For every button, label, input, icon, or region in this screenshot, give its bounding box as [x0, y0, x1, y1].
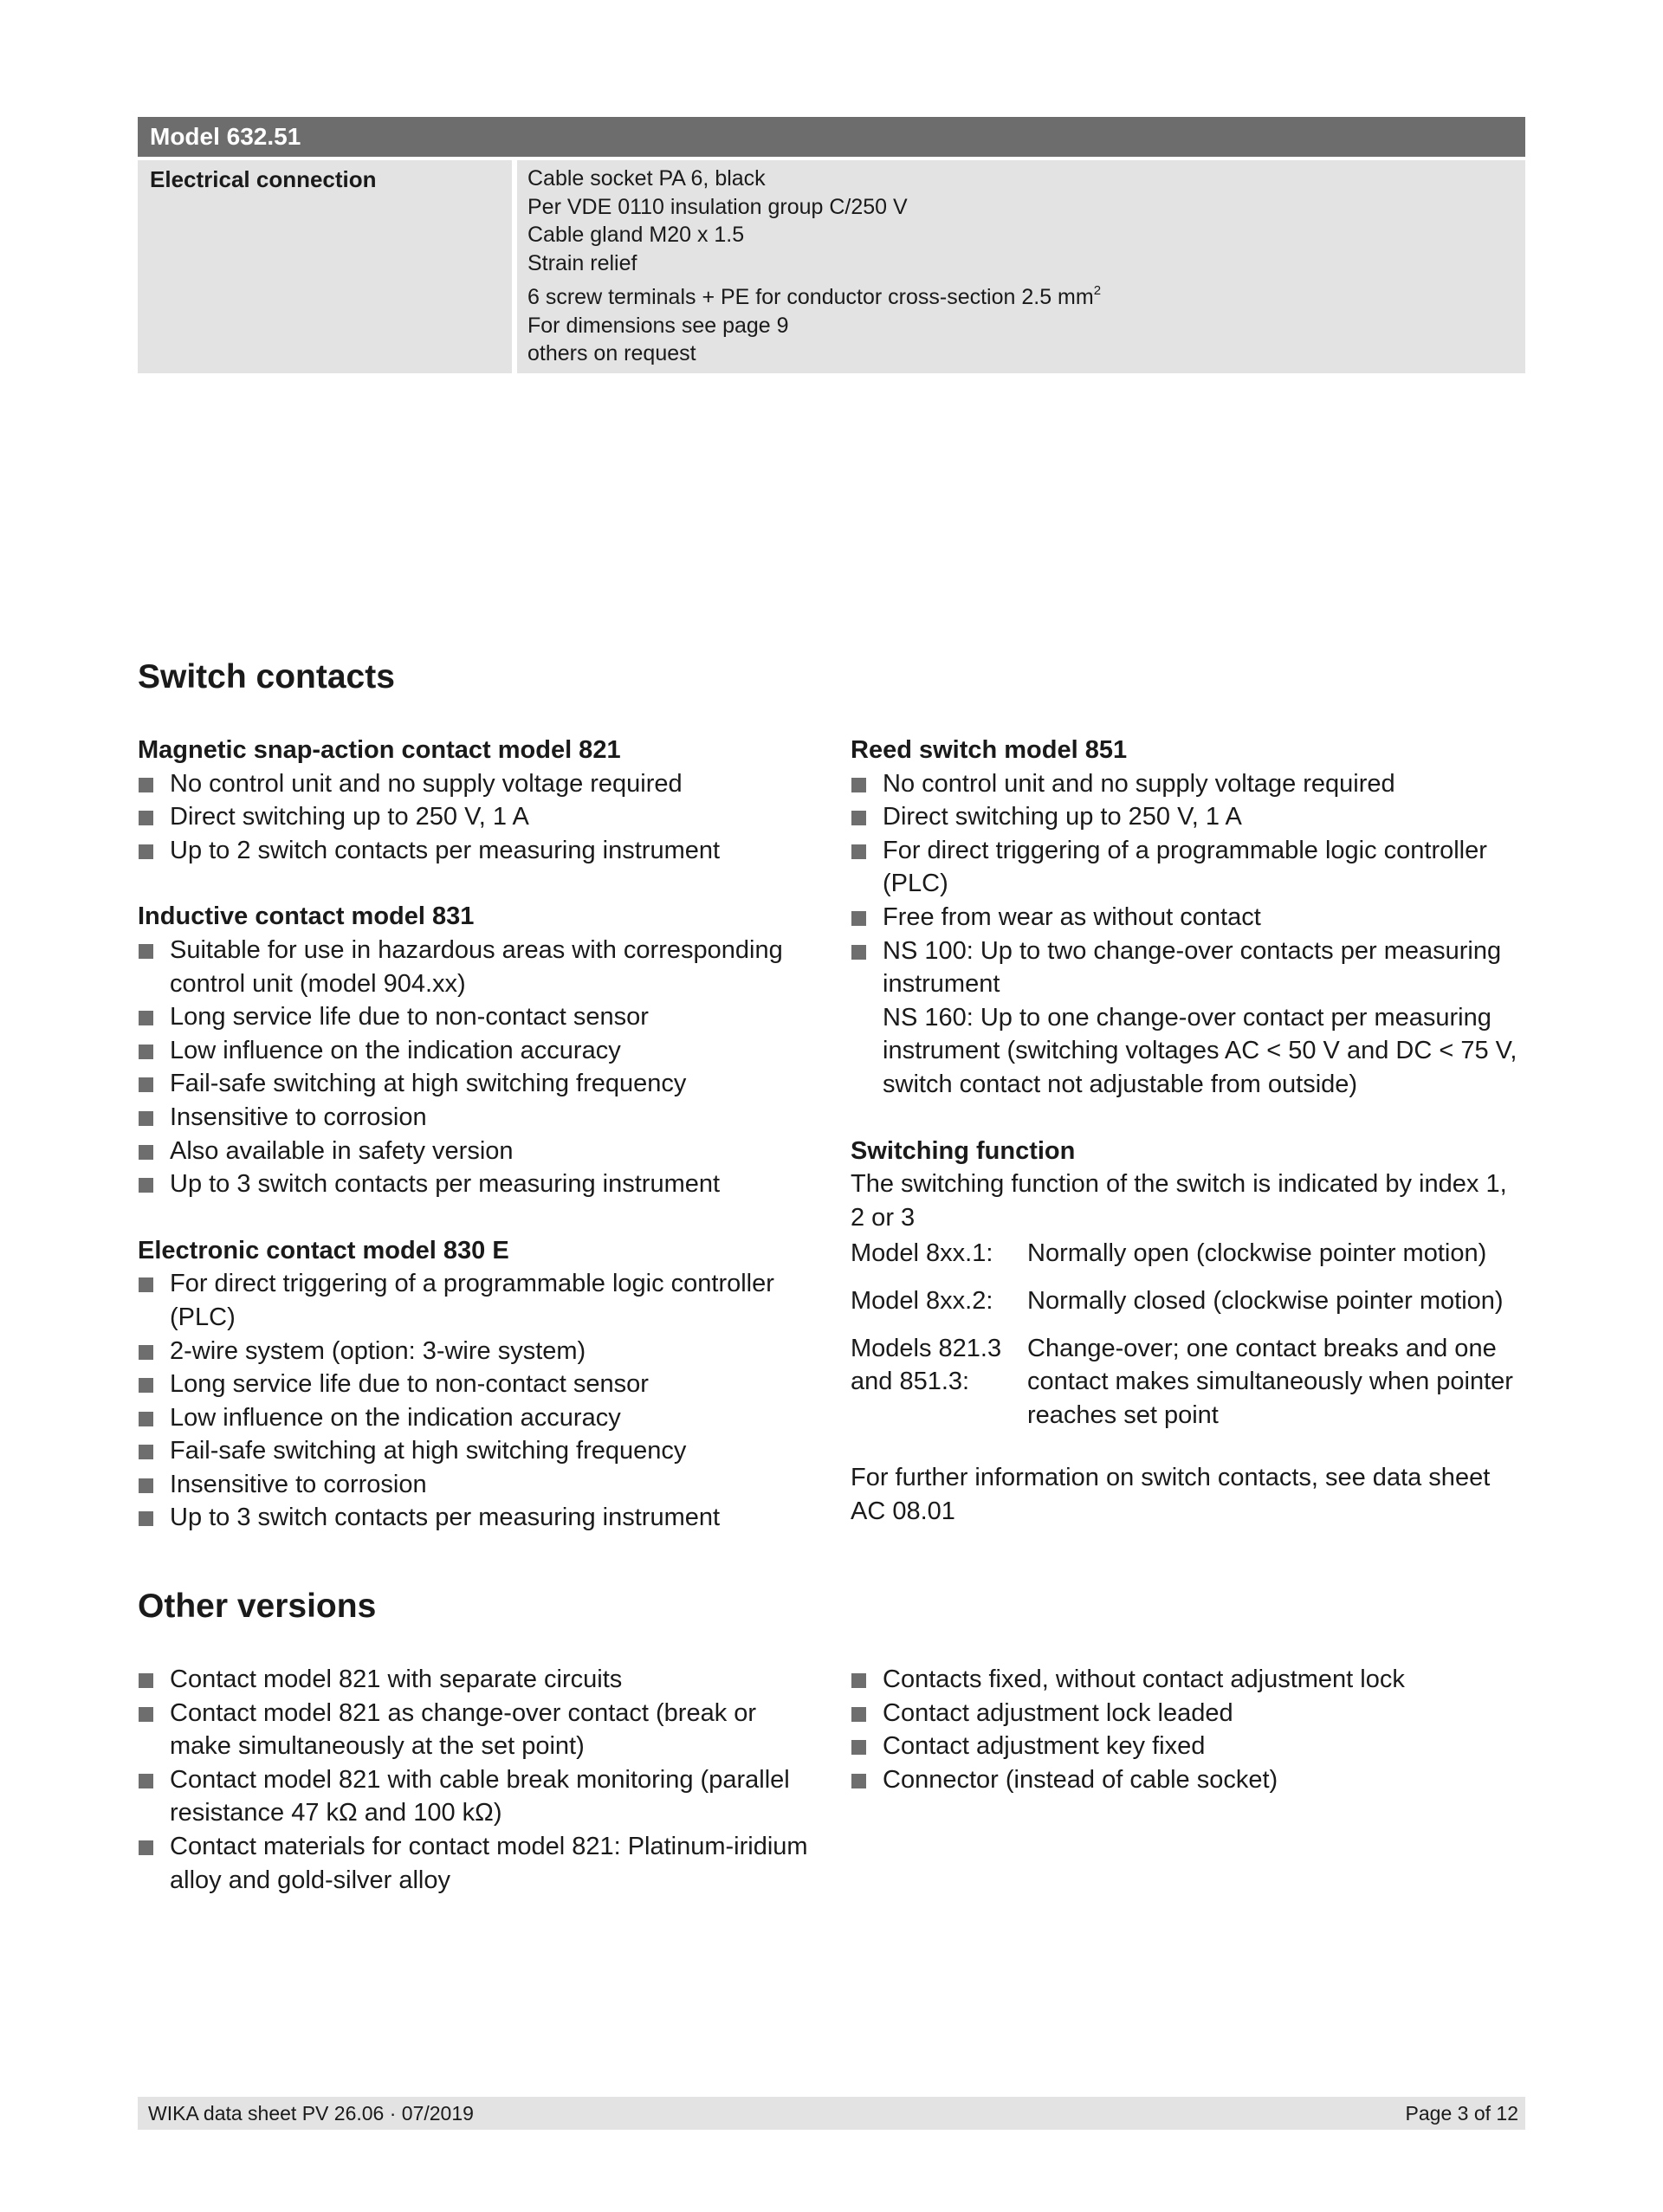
list-item: No control unit and no supply voltage required: [138, 767, 822, 801]
switching-function-row: [851, 1237, 1526, 1271]
list-item: Long service life due to non-contact sensor: [138, 1000, 822, 1034]
spec-line: For dimensions see page 9: [527, 313, 789, 338]
list-item: Up to 3 switch contacts per measuring instrument: [138, 1167, 822, 1201]
list-item: No control unit and no supply voltage required: [851, 767, 1526, 801]
switch-contacts-note: For further information on switch contacts, see data sheet AC 08.01: [851, 1464, 1491, 1525]
subheading-inductive: Inductive contact model 831: [138, 902, 475, 931]
spec-label: Electrical connection: [138, 160, 512, 373]
list-item: Free from wear as without contact: [851, 901, 1526, 935]
spec-table: [138, 117, 1525, 373]
list-item: For direct triggering of a programmable logic controller (PLC): [851, 834, 1526, 901]
list-item: Also available in safety version: [138, 1135, 822, 1168]
function-value: Normally closed (clockwise pointer motion): [1027, 1286, 1504, 1315]
list-item: Direct switching up to 250 V, 1 A: [138, 800, 822, 834]
switch-contacts-left-column: [138, 734, 822, 1535]
superscript: 2: [1093, 283, 1102, 298]
subheading-switching-function: Switching function: [851, 1136, 1076, 1165]
list-item: Low influence on the indication accuracy: [138, 1034, 822, 1068]
switching-function-row: [851, 1332, 1526, 1433]
list-item: Connector (instead of cable socket): [851, 1763, 1526, 1797]
list-item: NS 100: Up to two change-over contacts per measuring instrument: [851, 935, 1526, 1001]
list-item: Fail-safe switching at high switching frequency: [138, 1067, 822, 1101]
spec-line-cross-section: [527, 277, 1515, 312]
other-versions-left-list: [138, 1663, 822, 1897]
list-item: Contact model 821 as change-over contact (break or make simultaneously at the set point): [138, 1697, 822, 1763]
list-item: Contact materials for contact model 821: Platinum-iridium alloy and gold-silver alloy: [138, 1830, 822, 1897]
page-footer: [138, 2097, 1525, 2130]
list-item: Insensitive to corrosion: [138, 1101, 822, 1135]
spec-line: others on request: [527, 341, 696, 365]
spec-table-header: Model 632.51: [138, 117, 1525, 157]
switching-function-row: [851, 1284, 1526, 1318]
list-item: Up to 3 switch contacts per measuring instrument: [138, 1501, 822, 1535]
subheading-reed: Reed switch model 851: [851, 736, 1128, 764]
spec-line: Cable gland M20 x 1.5: [527, 223, 745, 247]
list-item: Fail-safe switching at high switching frequency: [138, 1434, 822, 1468]
function-key: Models 821.3 and 851.3:: [851, 1334, 1002, 1396]
footer-datasheet-ref: WIKA data sheet PV 26.06 · 07/2019: [148, 2102, 474, 2125]
list-item: Up to 2 switch contacts per measuring instrument: [138, 834, 822, 868]
list-item: Contact adjustment key fixed: [851, 1730, 1526, 1763]
list-item: Contact adjustment lock leaded: [851, 1697, 1526, 1730]
section-title-other-versions: Other versions: [138, 1588, 377, 1625]
reed-continuation: NS 160: Up to one change-over contact per measuring instrument (switching voltages AC < 50 V and DC < 75 V, switch contact not adjustable from outside): [883, 1003, 1517, 1098]
spec-line: Strain relief: [527, 250, 637, 275]
electronic-list: [138, 1267, 822, 1535]
function-value: Normally open (clockwise pointer motion): [1027, 1239, 1487, 1268]
list-item: Low influence on the indication accuracy: [138, 1401, 822, 1435]
spec-row-electrical-connection: [138, 160, 1525, 373]
subheading-magnetic: Magnetic snap-action contact model 821: [138, 736, 621, 764]
reed-list: [851, 767, 1526, 1001]
list-item: Insensitive to corrosion: [138, 1468, 822, 1502]
spec-line: Per VDE 0110 insulation group C/250 V: [527, 194, 908, 219]
list-item: For direct triggering of a programmable logic controller (PLC): [138, 1267, 822, 1334]
other-versions-right-column: [851, 1663, 1526, 1796]
spec-line: Cable socket PA 6, black: [527, 166, 766, 191]
spec-line-text: 6 screw terminals + PE for conductor cross-section 2.5 mm: [527, 285, 1094, 309]
footer-page-number: Page 3 of 12: [1405, 2102, 1518, 2125]
inductive-list: [138, 934, 822, 1201]
list-item: Suitable for use in hazardous areas with corresponding control unit (model 904.xx): [138, 934, 822, 1000]
list-item: Direct switching up to 250 V, 1 A: [851, 800, 1526, 834]
subheading-electronic: Electronic contact model 830 E: [138, 1236, 509, 1264]
list-item: Contact model 821 with cable break monitoring (parallel resistance 47 kΩ and 100 kΩ): [138, 1763, 822, 1830]
section-title-switch-contacts: Switch contacts: [138, 658, 395, 695]
switching-function-intro: The switching function of the switch is indicated by index 1, 2 or 3: [851, 1170, 1507, 1232]
list-item: Contacts fixed, without contact adjustment lock: [851, 1663, 1526, 1697]
list-item: Contact model 821 with separate circuits: [138, 1663, 822, 1697]
other-versions-left-column: [138, 1663, 822, 1897]
magnetic-list: [138, 767, 822, 868]
list-item: 2-wire system (option: 3-wire system): [138, 1335, 822, 1368]
function-key: Model 8xx.1:: [851, 1239, 993, 1268]
spec-value: [517, 160, 1525, 373]
switch-contacts-right-column: [851, 734, 1526, 1528]
function-key: Model 8xx.2:: [851, 1286, 993, 1315]
function-value: Change-over; one contact breaks and one contact makes simultaneously when pointer reaches set point: [1027, 1334, 1513, 1429]
list-item: Long service life due to non-contact sensor: [138, 1368, 822, 1401]
other-versions-right-list: [851, 1663, 1526, 1796]
